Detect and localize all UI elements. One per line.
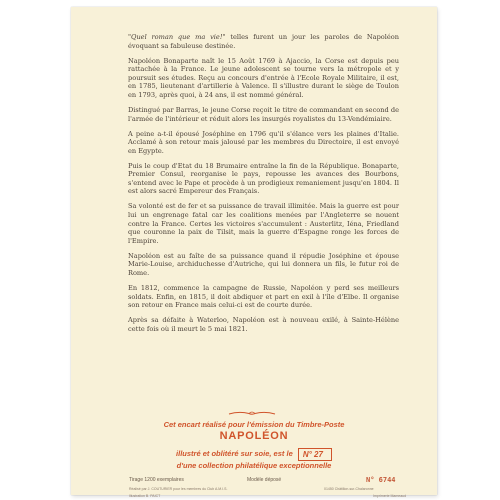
producer-address: 01450 Châtillon-sur-Chalaronne xyxy=(324,487,374,491)
paragraph-brumaire: Puis le coup d'Etat du 18 Brumaire entraîne la fin de la République. Bonaparte, Premier Consul, reorganise le pays, repousse les avances des Bourbons, s'entend avec le Pape et procède à un prodigieux remaniement jusqu'en 1804. Il est alors sacré Empereur des Français. xyxy=(128,161,399,196)
encart-block xyxy=(117,416,391,471)
paragraph-waterloo: Après sa défaite à Waterloo, Napoléon est à nouveau exilé, à Sainte-Hélène cette fois où il meurt le 5 mai 1821. xyxy=(128,316,399,333)
collection-number-box: N° 27 xyxy=(298,448,332,461)
paragraph-barras: Distingué par Barras, le jeune Corse reçoit le titre de commandant en second de l'armée de l'intérieur et réduit alors les insurgés royalistes du 13-Vendémiaire. xyxy=(128,105,399,123)
footer-row-3 xyxy=(129,494,409,500)
insert-card xyxy=(71,7,437,498)
encart-intro: Cet encart réalisé pour l'émission du Timbre-Poste xyxy=(163,420,345,429)
stamp-title: NAPOLÉON xyxy=(219,430,289,442)
printer-credit: Imprimerie Mameaud xyxy=(373,494,407,498)
biography-text xyxy=(128,33,399,340)
paragraph-quote xyxy=(128,33,399,50)
producer-credit: Réalisé par J. COUTURIER pour les membres du Club A.M.I.S. xyxy=(129,487,228,491)
encart-collection-line: d'une collection philatélique exceptionnelle xyxy=(176,461,332,470)
paragraph-josephine: A peine a-t-il épousé Joséphine en 1796 qu'il s'élance vers les plaines d'Italie. Acclamé à son retour mais jalousé par les membres du Directoire, il est envoyé en Egypte. xyxy=(128,129,399,155)
paragraph-russia: En 1812, commence la campagne de Russie, Napoléon y perd ses meilleurs soldats. Enfin, en 1815, il doit abdiquer et part en exil à l'île d'Elbe. Il organise son retour en France mais celui-ci est de courte durée. xyxy=(128,283,399,310)
serial-number: N° 6744 xyxy=(366,476,396,484)
paragraph-marie-louise: Napoléon est au faîte de sa puissance quand il répudie Joséphine et épouse Marie-Louise, archiduchesse d'Autriche, qui lui donnera un fils, le futur roi de Rome. xyxy=(128,251,399,277)
paragraph-birth: Napoléon Bonaparte naît le 15 Août 1769 à Ajaccio, la Corse est depuis peu rattachée à la France. Le jeune adolescent se tourne vers la métropole et y poursuit ses études. Reçu au concours d'entrée à l'Ecole Royale Militaire, il est, en 1785, lieutenant d'artillerie à Valence. Il s'illustre durant le siège de Toulon en 1793, après quoi, à 24 ans, il est nommé général. xyxy=(128,56,399,99)
footer-row-2 xyxy=(129,486,409,494)
encart-number-prefix: illustré et oblitéré sur soie, est le xyxy=(176,449,293,458)
registered-model: Modèle déposé xyxy=(247,477,282,483)
napoleon-quote: "Quel roman que ma vie!" xyxy=(128,33,226,41)
quote-continuation: telles furent un jour les paroles de Napoléon évoquant sa fabuleuse destinée. xyxy=(128,33,399,50)
print-run: Tirage 1200 exemplaires xyxy=(129,477,184,483)
encart-line-number xyxy=(117,447,391,461)
footer-row-1 xyxy=(129,476,409,486)
illustrator-credit: Illustration B. PAICT xyxy=(129,494,161,498)
paragraph-wars: Sa volonté est de fer et sa puissance de travail illimitée. Mais la guerre est pour lui un engrenage fatal car les coalitions menées par l'Angleterre se nouent contre la France. Certes les victoires s'accumulent : Austerlitz, Iéna, Friedland que couronne la paix de Tilsit, mais la guerre d'Espagne ronge les forces de l'Empire. xyxy=(128,202,399,245)
